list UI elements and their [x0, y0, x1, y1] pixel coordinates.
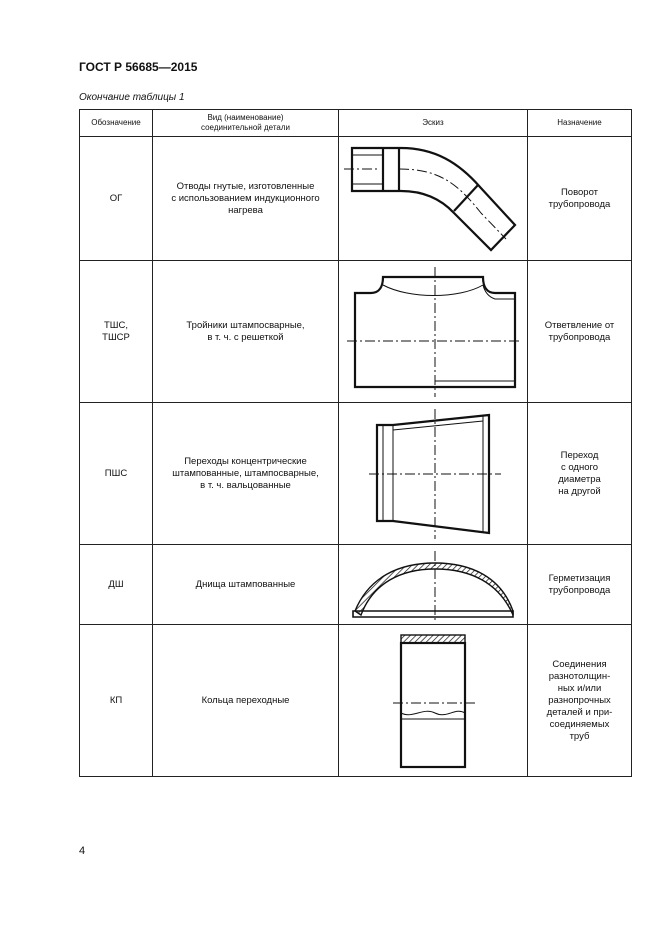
bend-sketch-icon	[339, 139, 527, 259]
row-name: Переходы концентрические штампованные, штампосварные, в т. ч. вальцованные	[172, 455, 319, 491]
document-title: ГОСТ Р 56685—2015	[79, 60, 198, 74]
row-purpose: Поворот трубопровода	[548, 186, 611, 210]
row-name: Кольца переходные	[201, 694, 290, 706]
row-purpose: Герметизация трубопровода	[548, 572, 611, 596]
row-purpose: Переход с одного диаметра на другой	[558, 449, 601, 497]
header-name: Вид (наименование) соединительной детали	[153, 110, 339, 137]
reducer-sketch-icon	[339, 405, 527, 543]
row-code: ОГ	[109, 192, 123, 204]
table-caption: Окончание таблицы 1	[79, 92, 185, 103]
row-name: Отводы гнутые, изготовленные с использованием индукционного нагрева	[171, 180, 320, 216]
page-number: 4	[79, 845, 86, 857]
table-row	[80, 261, 632, 403]
header-sketch: Эскиз	[339, 110, 528, 137]
table-row	[80, 403, 632, 545]
table-row	[80, 137, 632, 261]
table-header-row	[80, 110, 632, 137]
row-code: ТШС, ТШСР	[102, 319, 130, 343]
table-row	[80, 545, 632, 625]
row-name: Тройники штампосварные, в т. ч. с решеткой	[186, 319, 305, 343]
row-code: ПШС	[104, 467, 128, 479]
row-name: Днища штампованные	[195, 578, 296, 590]
row-purpose: Соединения разнотолщин- ных и/или разнопрочных деталей и при- соединяемых труб	[546, 658, 613, 742]
cap-sketch-icon	[339, 547, 527, 623]
row-code: ДШ	[108, 578, 124, 590]
table-row	[80, 625, 632, 777]
transition-ring-sketch-icon	[339, 627, 527, 775]
fittings-table	[79, 109, 632, 777]
header-code: Обозначение	[80, 110, 153, 137]
tee-sketch-icon	[339, 263, 527, 401]
row-code: КП	[109, 694, 123, 706]
header-purpose: Назначение	[528, 110, 632, 137]
row-purpose: Ответвление от трубопровода	[544, 319, 615, 343]
